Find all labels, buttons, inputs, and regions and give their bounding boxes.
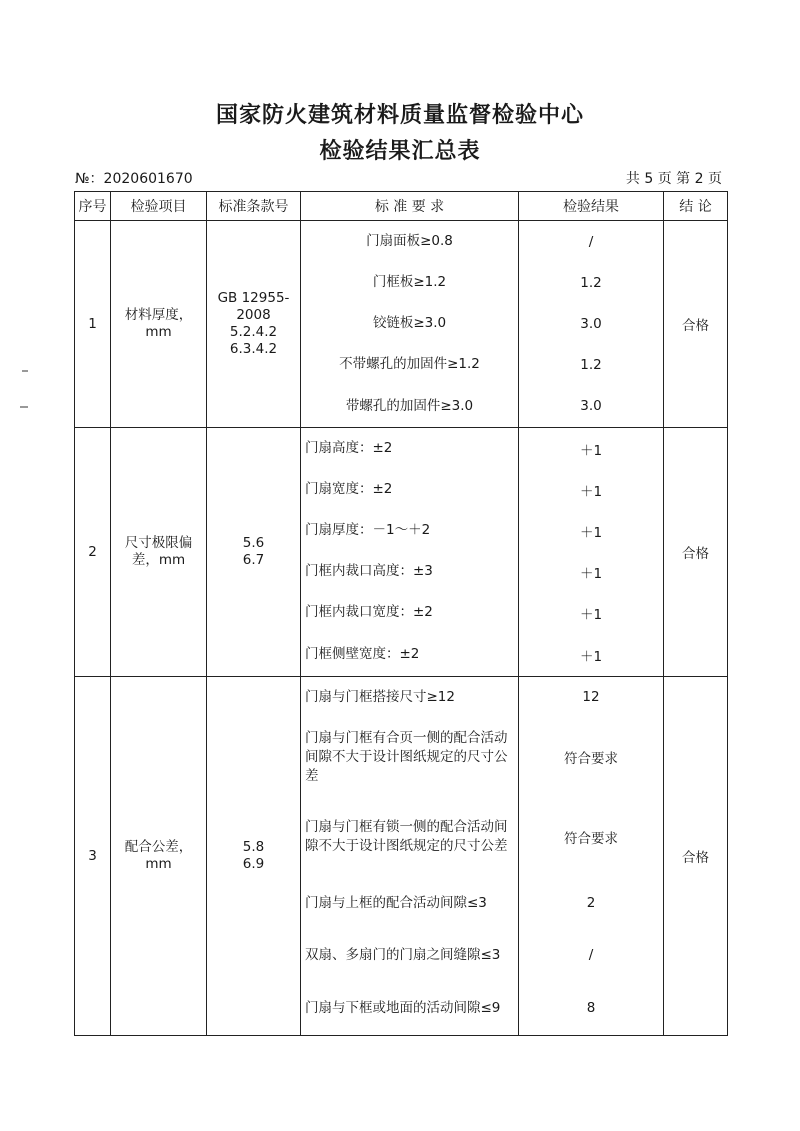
clause-cell xyxy=(207,677,301,1036)
scan-speck xyxy=(22,370,28,372)
result-item: 符合要求 xyxy=(564,751,618,767)
item-cell xyxy=(111,221,207,428)
requirement-item: 铰链板≥3.0 xyxy=(372,315,447,331)
column-header-requirement: 标 准 要 求 xyxy=(301,192,519,221)
result-item: ＋1 xyxy=(579,565,603,582)
result-cell xyxy=(519,221,664,428)
requirement-item: 门框内裁口宽度：±2 xyxy=(305,604,433,620)
row-number: 2 xyxy=(75,428,111,677)
row-number: 3 xyxy=(75,677,111,1036)
result-item: 1.2 xyxy=(580,356,602,373)
requirement-item: 门框板≥1.2 xyxy=(372,274,447,290)
requirement-item: 双扇、多扇门的门扇之间缝隙≤3 xyxy=(305,946,501,963)
column-header-clause: 标准条款号 xyxy=(207,192,301,221)
requirement-item: 门扇与门框有锁一侧的配合活动间隙不大于设计图纸规定的尺寸公差 xyxy=(305,819,508,854)
result-item: ＋1 xyxy=(579,524,603,541)
item-name: 配合公差，mm xyxy=(124,839,193,872)
clause-text: 5.6 6.7 xyxy=(242,535,265,568)
item-name: 材料厚度，mm xyxy=(124,307,193,340)
document-number: №：2020601670 xyxy=(75,171,193,187)
conclusion: 合格 xyxy=(664,428,728,677)
page-info: 共 5 页 第 2 页 xyxy=(625,171,722,187)
column-header-item: 检验项目 xyxy=(111,192,207,221)
requirement-item: 门扇面板≥0.8 xyxy=(366,233,453,249)
requirement-cell xyxy=(301,677,519,1036)
result-cell xyxy=(519,428,664,677)
result-item: ＋1 xyxy=(579,606,603,623)
requirement-item: 不带螺孔的加固件≥1.2 xyxy=(339,356,480,372)
row-number: 1 xyxy=(75,221,111,428)
table-row xyxy=(75,221,728,428)
result-item: 符合要求 xyxy=(564,831,618,847)
requirement-item: 门扇宽度：±2 xyxy=(305,481,393,497)
clause-cell xyxy=(207,221,301,428)
result-item: 12 xyxy=(582,689,600,705)
item-cell xyxy=(111,677,207,1036)
table-header-row xyxy=(75,192,728,221)
requirement-item: 带螺孔的加固件≥3.0 xyxy=(345,397,474,414)
clause-cell xyxy=(207,428,301,677)
table-row xyxy=(75,677,728,1036)
result-item: / xyxy=(588,233,594,250)
column-header-conclusion: 结 论 xyxy=(664,192,728,221)
result-item: ＋1 xyxy=(579,648,603,665)
column-header-no: 序号 xyxy=(75,192,111,221)
requirement-item: 门扇与上框的配合活动间隙≤3 xyxy=(305,894,487,911)
document-subtitle: 检验结果汇总表 xyxy=(319,139,481,164)
results-table xyxy=(74,191,728,1036)
conclusion: 合格 xyxy=(664,677,728,1036)
result-item: ＋1 xyxy=(579,442,603,459)
clause-text: GB 12955-2008 5.2.4.2 6.3.4.2 xyxy=(217,290,290,357)
result-item: / xyxy=(588,947,594,963)
result-item: 3.0 xyxy=(580,315,602,332)
requirement-item: 门框侧壁宽度：±2 xyxy=(305,646,420,662)
item-cell xyxy=(111,428,207,677)
requirement-item: 门扇与门框有合页一侧的配合活动间隙不大于设计图纸规定的尺寸公差 xyxy=(305,729,508,784)
item-name: 尺寸极限偏差，mm xyxy=(124,535,193,568)
result-item: 3.0 xyxy=(580,398,602,414)
document-title: 国家防火建筑材料质量监督检验中心 xyxy=(215,103,584,128)
result-cell xyxy=(519,677,664,1036)
requirement-cell xyxy=(301,221,519,428)
requirement-item: 门扇厚度：－1～＋2 xyxy=(305,522,431,538)
requirement-item: 门扇与门框搭接尺寸≥12 xyxy=(305,688,455,705)
column-header-result: 检验结果 xyxy=(519,192,664,221)
conclusion: 合格 xyxy=(664,221,728,428)
result-item: ＋1 xyxy=(579,483,603,500)
requirement-item: 门扇与下框或地面的活动间隙≤9 xyxy=(305,999,501,1016)
result-item: 1.2 xyxy=(580,274,602,291)
table-row xyxy=(75,428,728,677)
requirement-item: 门框内裁口高度：±3 xyxy=(305,563,433,579)
scan-speck xyxy=(20,406,28,408)
clause-text: 5.8 6.9 xyxy=(242,839,265,872)
result-item: 8 xyxy=(586,1000,596,1016)
requirement-item: 门扇高度：±2 xyxy=(305,440,393,456)
requirement-cell xyxy=(301,428,519,677)
result-item: 2 xyxy=(586,895,596,911)
